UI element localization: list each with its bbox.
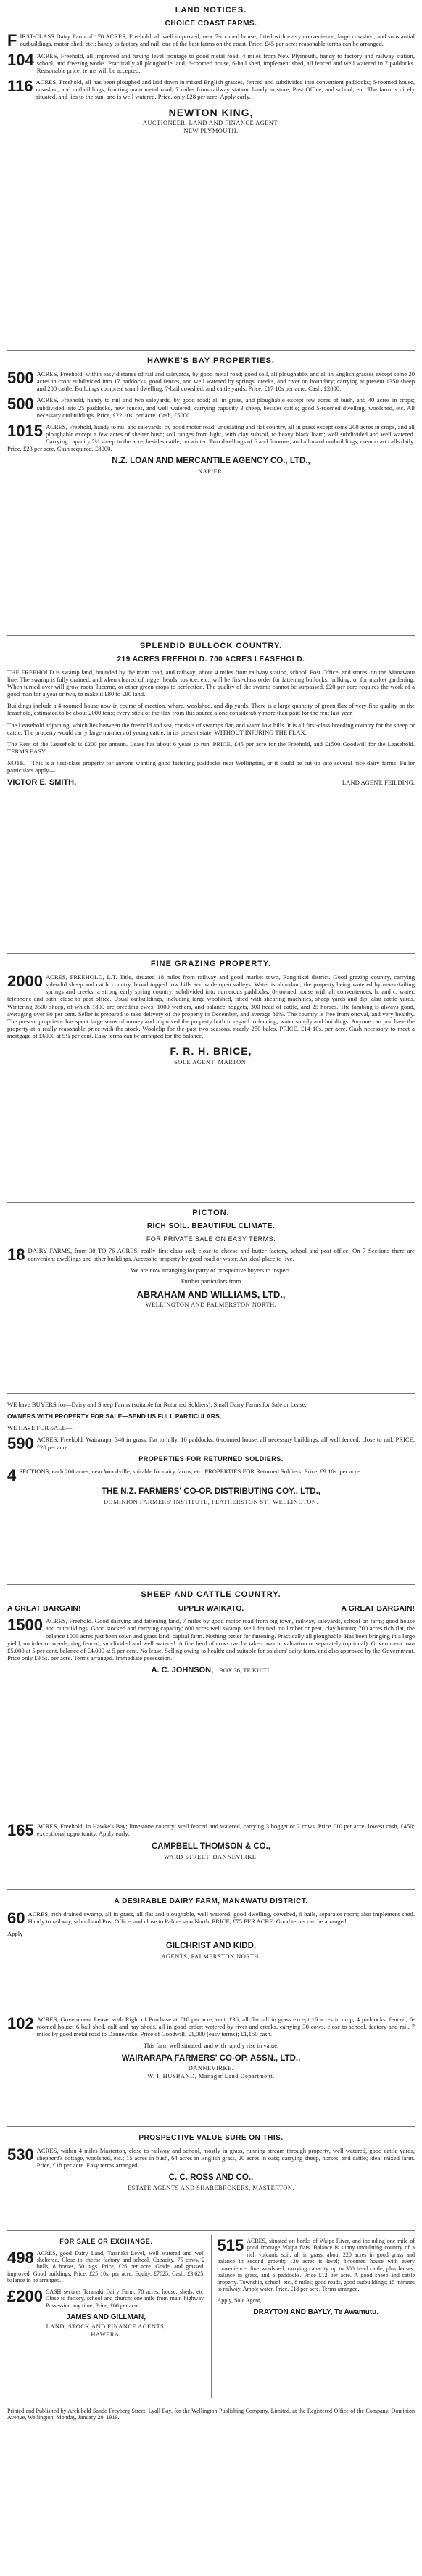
- listing: [7, 1617, 415, 1661]
- listing-text: DAIRY FARMS, from 30 TO 76 ACRES, really first-class soil; close to cheese and butter factory, school and post office. On 7 Sections there are convenient dwellings and other buildings. Access to property by good road or water. An ideal place to live.: [28, 1247, 415, 1262]
- agent-place: NEW PLYMOUTH.: [183, 128, 239, 135]
- agent-signature: [7, 1666, 415, 1675]
- agent-place: AGENTS, PALMERSTON NORTH.: [161, 1953, 261, 1960]
- agent-name: C. C. ROSS AND CO.,: [168, 2173, 254, 2183]
- listing-text: ACRES, Freehold, all improved and having level frontage to good metal road; 4 miles from New Plymouth, handy to factory and railway station, school, and freezing works. Practically all ploughable land, 6-roomed house, 6-bail shed, implement shed, all fenced and well watered in 7 paddocks. Reasonable price; terms will be accepted.: [36, 52, 415, 75]
- forsale-line: WE HAVE FOR SALE—: [7, 1424, 73, 1432]
- listing-number: 18: [7, 1246, 25, 1264]
- paragraph: The Rent of the Leasehold is £200 per annum. Lease has about 6 years to run. PRICE, £45 per acre for the Freehold, and £1500 Goodwill for the Leasehold. TERMS EASY.: [7, 740, 415, 756]
- bottom-columns: [7, 2231, 415, 2403]
- listing-number: 165: [7, 1821, 34, 1839]
- listing: [7, 1436, 415, 1451]
- section-heading: SHEEP AND CATTLE COUNTRY.: [141, 1590, 281, 1599]
- listing-text: SECTIONS, each 200 acres, near Woodville, suitable for dairy farms, etc.: [19, 1468, 204, 1476]
- agent-name: GILCHRIST AND KIDD,: [165, 1941, 257, 1950]
- agent-signature: [7, 778, 415, 788]
- agent-title: AUCTIONEER, LAND AND FINANCE AGENT,: [142, 120, 280, 127]
- banner-row: [7, 1604, 415, 1613]
- listing-text: ACRES, Freehold, Wairarapa; 340 in grass, flat to hilly, 10 paddocks; 6-roomed house, all necessary buildings; all well fenced; close to rail. PRICE, £20 per acre.: [36, 1436, 415, 1451]
- agent-name: JAMES AND GILLMAN,: [66, 2313, 146, 2322]
- apply-line: Apply: [7, 1929, 23, 1937]
- note-line: This farm well situated, and with rapidly rise in value.: [143, 2042, 279, 2050]
- section-heading: HAWKE'S BAY PROPERTIES.: [147, 356, 275, 365]
- right-column: [218, 2235, 415, 2398]
- banner-left: A GREAT BARGAIN!: [7, 1603, 81, 1613]
- banner-right: A GREAT BARGAIN!: [341, 1603, 415, 1613]
- agent-name: N.Z. LOAN AND MERCANTILE AGENCY CO., LTD.,: [112, 457, 310, 466]
- listing-text: IRST-CLASS Dairy Farm of 170 ACRES, Freehold, all well improved; new 7-roomed house, fitted with every convenience, large cowshed, and substantial outbuildings, motor-shed, etc.; handy to factory and rail; one of the best farms on the coast. Price, £45 per acre; reasonable terms can be arranged.: [20, 32, 415, 47]
- section-subheading-2: FOR PRIVATE SALE ON EASY TERMS.: [146, 1235, 276, 1243]
- banner-center: UPPER WAIKATO.: [178, 1603, 244, 1613]
- agent-place: DANNEVIRKE.: [188, 2065, 234, 2072]
- listing-number: 500: [7, 395, 34, 414]
- agent-place: WARD STREET, DANNEVIRKE.: [163, 1853, 258, 1860]
- agent-name: NEWTON KING,: [168, 106, 254, 118]
- listing-number: 1500: [7, 1616, 43, 1635]
- section-subheading: CHOICE COAST FARMS.: [165, 19, 257, 28]
- section-heading: LAND NOTICES.: [175, 6, 247, 15]
- listing-text: ACRES, good Dairy Land, Taranaki Level, well watered and well sheltered. Close to cheese factory and school. Capacity, 75 cows, 2 bulls, 8 horses, 50 pigs. Price, £26 per acre. Grade, and grassed; improved. Good buildings. Price, £25 10s. per acre. Equity, £7625. Cash, £3,625; balance to be arranged.: [7, 2249, 205, 2284]
- agent-name: CAMPBELL THOMSON & CO.,: [152, 1842, 270, 1851]
- owners-line: OWNERS WITH PROPERTY FOR SALE—SEND US FULL PARTICULARS,: [7, 1412, 222, 1420]
- agent-place: NAPIER.: [198, 467, 224, 475]
- agent-manager: W. I. HUSBAND, Manager Land Department.: [147, 2073, 275, 2080]
- returned-heading: PROPERTIES FOR RETURNED SOLDIERS.: [138, 1455, 284, 1463]
- listing-number: 104: [7, 50, 34, 69]
- listing-number: 1015: [7, 421, 43, 440]
- listing: [7, 396, 415, 418]
- listing: [7, 1910, 415, 1926]
- campbell-section: [7, 1815, 415, 1890]
- agent-name: ABRAHAM AND WILLIAMS, LTD.,: [136, 1288, 286, 1300]
- paragraph: NOTE.—This is a first-class property for anyone wanting good fattening paddocks near Wellington, or it could be cut up into several nice dairy farms. Fuller particulars apply—: [7, 759, 415, 774]
- section-heading: A DESIRABLE DAIRY FARM, MANAWATU DISTRICT.: [114, 1897, 308, 1905]
- agent-title: LAND AGENT, FEILDING.: [342, 779, 415, 787]
- listing-text: ACRES, within 4 miles Masterton, close to railway and school, mostly in grass, running stream through property, well watered, good cattle yards, shepherd's cottage, woolshed, etc.; 15 acres in bush, 64 acres in English grass, 20 acres in oats; carrying sheep, horses, and cattle; ideal mixed farm. Price, £18 per acre. Easy terms arranged.: [36, 2146, 415, 2170]
- listing-text: ACRES, Freehold, all has been ploughed and laid down in mixed English grasses, fenced and subdivided into convenient paddocks; 6-roomed house, cowshed, and outbuildings, fronting main metal road; 7 miles from railway station, handy to store, Post Office, and school, etc. The farm is nicely situated, and lies to the sun, and is well watered. Price, only £28 per acre. Apply early.: [36, 78, 415, 101]
- agent-place: HAWERA.: [91, 2331, 122, 2338]
- listing-number: F: [7, 30, 17, 49]
- paragraph: Buildings include a 4-roomed house now in course of erection, whare, woolshed, and dip yards. There is a large quantity of green flax of very fine quality on the leasehold, estimated to be about 2000 tons; every stick of the flax from this source alone considerably more than paid for the rent last year.: [7, 702, 415, 717]
- agent-place: WELLINGTON AND PALMERSTON NORTH.: [145, 1301, 277, 1308]
- listing-text: ACRES, Freehold, in Hawke's Bay; limestone country; well fenced and watered, carrying 3 hogget or 2 cows. Price £10 per acre; lowest cash, £450; exceptional opportunity. Apply early.: [36, 1823, 415, 1838]
- listing-text: ACRES, rich drained swamp, all in grass, all flat and ploughable, well watered; good dwelling, cowshed, 6 bails, separator room; also implement shed. Handy to railway, school and Post Office, and close to Palmerston North. PRICE, £75 PER ACRE. Good terms can be arranged.: [28, 1910, 415, 1925]
- listing: [7, 1247, 415, 1262]
- listing-text: ACRES, Freehold. Good dairying and fattening land, 7 miles by good motor road from big town, railway, saleyards, school on farm; good house and outbuildings. Good stocked and carrying capacity; 800 acres well swamp, well drained; no limber or peat, clay bottom; 700 acres rich flat, the balance 1000 acres just been sown and grass land; capital farm. Nothing better for fattening. Practically all ploughable. Has been bringing in a large yield; no inferior weeds, ring fenced, subdivided and well watered. A fine herd of cows can be taken over at valuation or separately (optional). Government loan £5,000 at 5 per cent, balance of £4,000 at 5 per cent. No lease. Selling owing to health; and suitable for soldiers' dairy farm, and also approved by the Government. Price only £9 5s. per acre. Terms arranged. Immediate possession.: [7, 1617, 415, 1662]
- listing: [7, 2286, 205, 2309]
- agent-title: SOLE AGENT, MARTON.: [174, 1058, 248, 1066]
- wairarapa-section: [7, 2008, 415, 2127]
- listing: [7, 2016, 415, 2037]
- listing-text: ACRES, Freehold, handy to rail and saleyards, by good motor road; undulating and flat country, all in grass except some 200 acres in crops, and all ploughable except a few acres of shelter bush; soil ranges from light, with clay subsoil, to heavy black loam; well subdivided and well watered. Carrying capacity 2½ sheep to the acre, besides cattle, on winter. Two dwellings of 6 and 5 rooms, and all usual outbuildings; cream cart calls daily. Price, £23 per acre. Cash required, £8000.: [7, 422, 415, 453]
- paragraph: The Leasehold adjoining, which lies between the freehold and sea, consists of swamps flat, and warm low hills. It is all first-class breeding country for the sheep or cattle. The property would carry large numbers of young cattle, in its present state, WITHOUT INJURING THE FLAX.: [7, 721, 415, 736]
- listing-text: ACRES, Freehold, handy to rail and two saleyards, by good road; all in grass, and ploughable except few acres of bush, and 40 acres in crops; subdivided into 25 paddocks, new fences, and well watered; carrying capacity 3 sheep, besides cattle; good 5-roomed dwelling, woolshed, etc. All necessary outbuildings. Price, £22 10s. per acre. Cash, £5000.: [36, 396, 415, 419]
- listing-number: 515: [217, 2236, 244, 2254]
- listing-number: 2000: [7, 971, 43, 990]
- listing-number: 4: [7, 1466, 17, 1485]
- listing-number: 530: [7, 2145, 34, 2164]
- section-heading: PROSPECTIVE VALUE SURE ON THIS.: [138, 2134, 284, 2142]
- listing-text: ACRES, Freehold, within easy distance of rail and saleyards, by good metal road; good soil, all ploughable, and all in English grasses except some 20 acres in crop; subdivided into 17 paddocks, good fences, and well watered by springs, creeks, and river on boundary; carrying at present 1350 sheep and 200 cattle. Buildings comprise small dwelling, 7-bail cowshed, and cattle yards. Price, £17 10s per acre. Cash, £2000.: [36, 369, 415, 393]
- agent-name: VICTOR E. SMITH,: [7, 778, 77, 788]
- listing: [7, 2147, 415, 2169]
- listing: [7, 52, 415, 74]
- section-subheading: RICH SOIL. BEAUTIFUL CLIMATE.: [146, 1222, 276, 1230]
- listing-number: 60: [7, 1908, 25, 1927]
- listing: [7, 2250, 205, 2284]
- intro-text: WE have BUYERS for—Dairy and Sheep Farms (suitable for Returned Soldiers), Small Dairy Farms for Sale or Lease.: [7, 1401, 307, 1408]
- agent-name: DRAYTON AND BAYLY, Te Awamutu.: [253, 2307, 379, 2316]
- agent-name: WAIRARAPA FARMERS' CO-OP. ASSN., LTD.,: [121, 2053, 301, 2063]
- paragraph: THE FREEHOLD is swamp land, bounded by the main road, and railway; about 4 miles from railway station, school, Post Office, and stores, on the Manawatu line. The swamp is fully drained, and when cleared of nigger heads, tos toe, etc., will be first-class order for fattening bullocks, milking, or for market gardening. When turned over will grow roots, lucerne, or other green crops to perfection. The quality of the swamp cannot be surpassed. £20 per acre requires the work of a good man for a year or two, to make it £80 to £90 land.: [7, 668, 415, 698]
- grazing-section: [7, 954, 415, 1203]
- agent-name: THE N.Z. FARMERS' CO-OP. DISTRIBUTING COY., LTD.,: [102, 1487, 320, 1497]
- imprint-footer: Printed and Published by Archibald Sando Freyberg Street, Lyall Bay, for the Wellington Publishing Company, Limited, at the Registered Office of the Company, Dominion Avenue, Wellington, Monday, January 20, 1919.: [7, 2408, 415, 2421]
- column-divider: [211, 2235, 212, 2398]
- hawkes-bay-section: [7, 351, 415, 636]
- land-notices-section: [7, 0, 415, 351]
- sheep-cattle-section: [7, 1585, 415, 1815]
- listing-number: £200: [7, 2286, 43, 2305]
- listing-text: ACRES, Government Lease, with Right of Purchase at £18 per acre; rent, £36; all flat, all in grass except 16 acres in crop, 4 paddocks, fenced; 6-roomed house, 6-bail shed, calf and hay sheds, all in good order; watered by river and creeks, carrying 30 cows, close to school, factory and rail, 7 miles by good metal road to Dannevirke. Price of Goodwill, £1,000 (easy terms); £1,150 cash.: [36, 2016, 415, 2038]
- listing: [7, 30, 415, 49]
- listing: [7, 78, 415, 100]
- note-line: We are now arranging for party of prospective buyers to inspect.: [131, 1267, 291, 1275]
- apply-line: Apply, Sole Agent,: [217, 2297, 262, 2304]
- left-column: [7, 2235, 205, 2398]
- listing-number: 116: [7, 77, 33, 96]
- listing-text: ACRES, situated on banks of Waipa River, and including one mile of good frontage Waipa flats. Balance is sunny undulating country of a rich volcanic soil; all in grass; about 220 acres in good grass and balance in second growth; 130 acres is level; 8-roomed house with every convenience; fine woolshed; carrying capacity up to 300 head cattle, plus horses; balance in grass, and 6 paddocks. Price £12 per acre. A good sheep and cattle property. Township, school, etc., 8 miles; good roads, good outbuildings; 15 minutes to railway. Ample water. Price, £18 per acre. Terms arranged.: [217, 2238, 415, 2293]
- bullock-country-section: [7, 636, 415, 954]
- agent-name: F. R. H. BRICE,: [170, 1045, 252, 1058]
- agent-place: DOMINION FARMERS' INSTITUTE, FEATHERSTON ST., WELLINGTON.: [103, 1498, 319, 1505]
- listing-text: ACRES, FREEHOLD, L.T. Title, situated 18 miles from railway and good market town, Rangitikei district. Good grazing country, carrying splendid sheep and cattle country, broad topped low hills and wide open valleys. Water is abundant, the property being watered by never-failing springs and creeks; a strong early spring country; subdivided into numerous paddocks; 8-roomed house with all conveniences, h. and c. water, telephone and bath, close to post office. Usual outbuildings, including large woolshed, fitted with shearing machines, sheep yards and dip, also cattle yards. Wintering 3500 sheep, of which 1800 are breeding ewes; 1000 wethers, and balance hoggets, 300 head of cattle, and 25 horses. The lambing is always good, averaging over 90 per cent. Seller is prepared to take delivery of the property in December, and average 81%. The country is free from ottoval, and very healthy. The present proprietor has spent large sums of money and improved the property both in regard to fencing, water supply and buildings. Anyone can purchase the property at a really reasonable price with the stock. Woolclip for the past two seasons, nearly 250 bales. PRICE, £14 10s. per acre. Cash necessary to meet a mortgage of £6000 at 5¼ per cent. Easy terms can be arranged for the balance.: [7, 973, 415, 1040]
- listing-number: 102: [7, 2014, 34, 2032]
- prospective-section: [7, 2127, 415, 2231]
- listing-text: CASH secures Taranaki Dairy Farm, 70 acres, house, sheds, etc. Close to factory, school and church; one mile from main highway. Possession any time. Price, £60 per acre.: [45, 2288, 205, 2309]
- section-heading: FOR SALE OR EXCHANGE.: [59, 2238, 153, 2245]
- agent-place: ESTATE AGENTS AND SHAREBROKERS, MASTERTON.: [128, 2184, 294, 2191]
- section-heading: FINE GRAZING PROPERTY.: [150, 960, 272, 968]
- nz-farmers-section: [7, 1394, 415, 1585]
- listing-number: 498: [7, 2248, 34, 2267]
- section-subheading: 219 ACRES FREEHOLD. 700 ACRES LEASEHOLD.: [117, 655, 305, 663]
- listing: [7, 370, 415, 392]
- note-line: Further particulars from: [181, 1277, 241, 1285]
- manawatu-section: [7, 1890, 415, 2008]
- agent-title: LAND, STOCK AND FINANCE AGENTS,: [46, 2323, 166, 2330]
- picton-section: [7, 1203, 415, 1394]
- listing: [7, 973, 415, 1039]
- listing-number: 590: [7, 1434, 34, 1453]
- listing: [218, 2238, 415, 2293]
- agent-name: A. C. JOHNSON,: [151, 1666, 214, 1675]
- returned-text: PROPERTIES FOR Returned Soldiers. Price, £9 10s. per acre.: [204, 1468, 361, 1476]
- section-heading: PICTON.: [192, 1209, 230, 1217]
- listing: [7, 1468, 415, 1483]
- listing: [7, 1823, 415, 1838]
- listing-number: 500: [7, 368, 34, 387]
- agent-place: BOX 36, TE KUITI.: [219, 1667, 271, 1675]
- section-heading: SPLENDID BULLOCK COUNTRY.: [139, 642, 283, 650]
- listing: [7, 423, 415, 453]
